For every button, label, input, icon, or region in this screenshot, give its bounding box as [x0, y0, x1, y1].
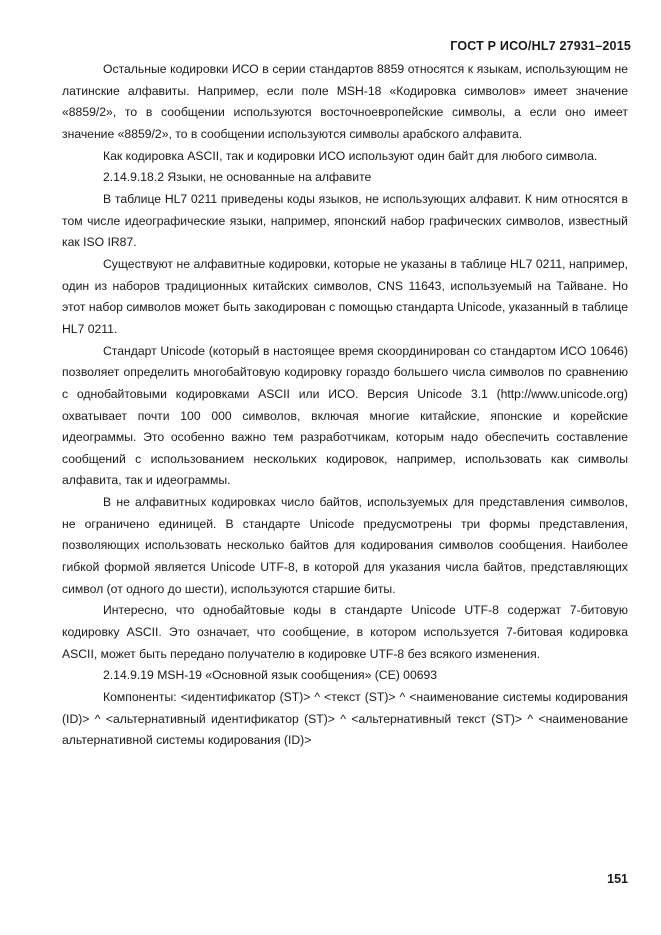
- paragraph-cns-11643: Существуют не алфавитные кодировки, которые не указаны в таблице HL7 0211, например, один из наборов традиционных китайских символов, CNS 11643, используемый на Тайване. Но этот набор символов может быть закодирован с помощью стандарта Unicode, указанный в таблице HL7 0211.: [62, 256, 628, 336]
- section-heading-2-14-9-18-2: 2.14.9.18.2 Языки, не основанные на алфавите: [103, 170, 372, 185]
- document-header: ГОСТ Р ИСО/HL7 27931–2015: [450, 39, 631, 53]
- section-heading-2-14-9-19: 2.14.9.19 MSH-19 «Основной язык сообщения» (CE) 00693: [103, 668, 438, 683]
- paragraph-utf8-ascii: Интересно, что однобайтовые коды в стандарте Unicode UTF-8 содержат 7-битовую кодировку ASCII. Это означает, что сообщение, в котором используется 7-битовая кодировка ASCII, может быть передано получателю в кодировке UTF-8 без всякого изменения.: [62, 603, 628, 661]
- paragraph-components: Компоненты: <идентификатор (ST)> ^ <текст (ST)> ^ <наименование системы кодирования (ID)> ^ <альтернативный идентификатор (ST)> ^ <альтернативный текст (ST)> ^ <наименование альтернативной системы кодирования (ID)>: [62, 690, 628, 748]
- paragraph-unicode-standard: Стандарт Unicode (который в настоящее время скоординирован со стандартом ИСО 10646) позволяет определить многобайтовую кодировку гораздо большего числа символов по сравнению с однобайтовыми кодировками ASCII или ИСО. Версия Unicode 3.1 (http://www.unicode.org) охватывает почти 100 000 символов, включая многие китайские, японские и корейские идеограммы. Это особенно важно тем разработчикам, которым надо обеспечить составление сообщений с использованием нескольких кодировок, например, использовать как символы алфавита, так и идеограммы.: [62, 343, 628, 488]
- paragraph-single-byte: Как кодировка ASCII, так и кодировки ИСО используют один байт для любого символа.: [103, 148, 598, 163]
- page-number: 151: [607, 872, 628, 886]
- document-body: [62, 59, 628, 752]
- paragraph-iso-encodings: Остальные кодировки ИСО в серии стандартов 8859 относятся к языкам, использующим не латинские алфавиты. Например, если поле MSH-18 «Кодировка символов» имеет значение «8859/2», то в сообщении используются восточноевропейские символы, а если оно имеет значение «8859/2», то в сообщении используются символы арабского алфавита.: [62, 62, 628, 141]
- paragraph-hl7-0211: В таблице HL7 0211 приведены коды языков, не использующих алфавит. К ним относятся в том числе идеографические языки, например, японский набор графических символов, известный как ISO IR87.: [62, 191, 628, 250]
- paragraph-multibyte-forms: В не алфавитных кодировках число байтов, используемых для представления символов, не ограничено единицей. В стандарте Unicode предусмотрены три формы представления, позволяющих использовать несколько байтов для кодирования символов сообщения. Наиболее гибкой формой является Unicode UTF-8, в которой для указания числа байтов, представляющих символ (от одного до шести), используются старшие биты.: [62, 495, 628, 596]
